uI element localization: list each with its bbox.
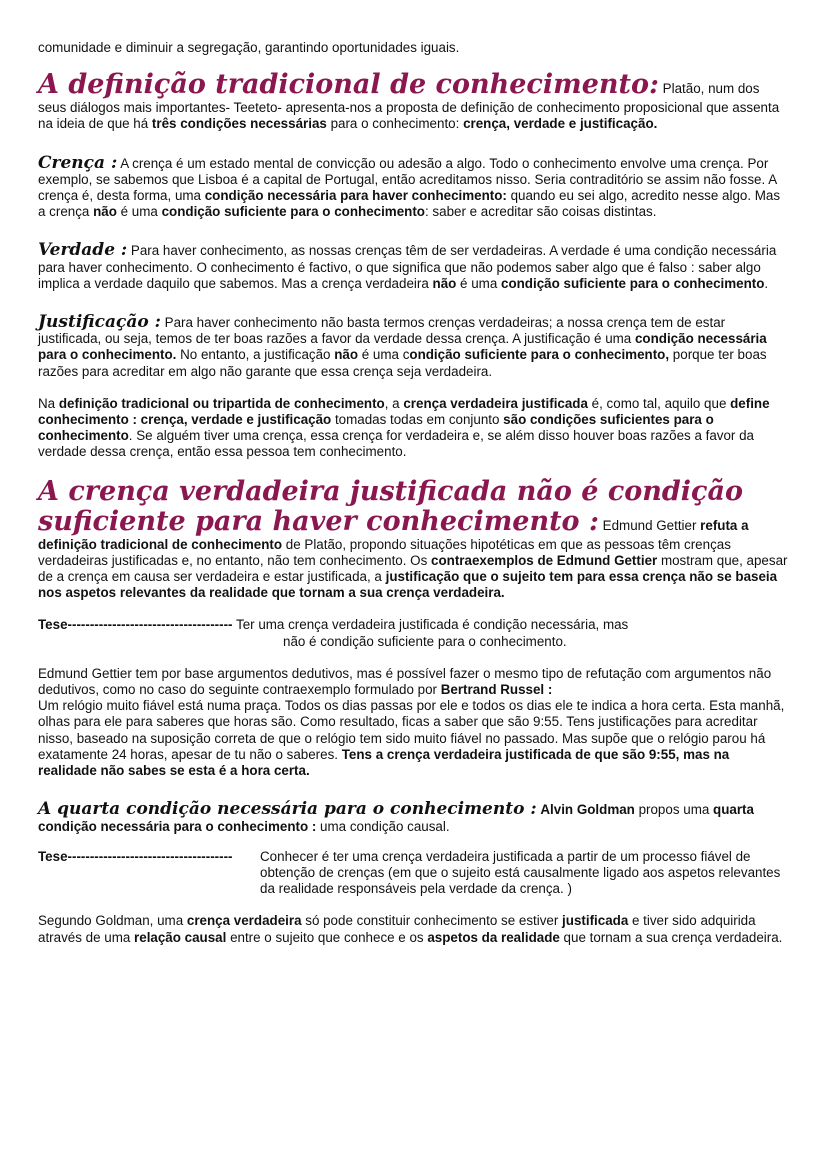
thesis-gettier — [38, 617, 790, 649]
belief-paragraph: Crença : A crença é um estado mental de convicção ou adesão a algo. Todo o conhecimento envolve uma crença. Por exemplo, se sabemos que Lisboa é a capital de Portugal, então acreditamos nisso. Seria contraditório se assim não fosse. A crença é, desta forma, uma condição necessária para haver conhecimento: quando eu sei algo, acredito nesse algo. Mas a crença não é uma condição suficiente para o conhecimento: saber e acreditar são coisas distintas. — [38, 152, 781, 220]
thesis-label: Tese------------------------------------- — [38, 848, 233, 864]
thesis-text-line2: não é condição suficiente para o conhecimento. — [283, 633, 567, 649]
goldman-paragraph: A quarta condição necessária para o conhecimento : Alvin Goldman propos uma quarta condição necessária para o conhecimento : uma condição causal. — [38, 799, 754, 834]
gettier-heading: A crença verdadeira justificada não é condição suficiente para haver conhecimento : — [38, 475, 743, 537]
traditional-definition-paragraph: A definição tradicional de conhecimento: Platão, num dos seus diálogos mais importantes- Teeteto- apresenta-nos a proposta de definição de conhecimento proposicional que assenta na ideia de que há três condições necessárias para o conhecimento: crença, verdade e justificação. — [38, 69, 780, 132]
thesis-goldman — [38, 849, 790, 898]
belief-heading: Crença : — [38, 152, 118, 173]
tripartite-definition-paragraph: Na definição tradicional ou tripartida de conhecimento, a crença verdadeira justificada é, como tal, aquilo que define conhecimento : crença, verdade e justificação tomadas todas em conjunto são condições suficientes para o conhecimento. Se alguém tiver uma crença, essa crença for verdadeira e, se além disso houver boas razões a favor da verdade dessa crença, então essa pessoa tem conhecimento. — [38, 395, 770, 460]
justification-heading: Justificação : — [38, 312, 161, 333]
russell-paragraph: Edmund Gettier tem por base argumentos dedutivos, mas é possível fazer o mesmo tipo de refutação com argumentos não dedutivos, como no caso do seguinte contraexemplo formulado por Bertrand Russel : Um relógio muito fiável está numa praça. Todos os dias passas por ele e todos os dias ele te indica a hora certa. Esta manhã, olhas para ele para saberes que horas são. Como resultado, ficas a saber que são 9:55. Tens justificações para acreditar nisso, baseado na suposição correta de que o relógio tem sido muito fiável no passado. Mas supõe que o relógio parou há exatamente 24 horas, apesar de tu não o saberes. Tens a crença verdadeira justificada de que são 9:55, mas na realidade não sabes se esta é a hora certa. — [38, 665, 785, 779]
thesis-text: Conhecer é ter uma crença verdadeira justificada a partir de um processo fiável de obtenção de crenças (em que o sujeito está causalmente ligado aos aspetos relevantes da realidade responsáveis pela verdade da crença. ) — [260, 848, 781, 897]
gettier-paragraph: A crença verdadeira justificada não é condição suficiente para haver conhecimento : Edmund Gettier refuta a definição tradicional de conhecimento de Platão, propondo situações hipotéticas em que as pessoas têm crenças verdadeiras justificadas e, no entanto, não tem conhecimento. Os contraexemplos de Edmund Gettier mostram que, apesar de a crença em causa ser verdadeira e estar justificada, a justificação que o sujeito tem para essa crença não se baseia nos aspetos relevantes da realidade que tornam a sua crença verdadeira. — [38, 475, 788, 601]
thesis-label: Tese------------------------------------- — [38, 617, 233, 633]
thesis-text-line1: Ter uma crença verdadeira justificada é condição necessária, mas — [232, 617, 629, 633]
truth-paragraph: Verdade : Para haver conhecimento, as nossas crenças têm de ser verdadeiras. A verdade é uma condição necessária para haver conhecimento. O conhecimento é factivo, o que significa que não podemos saber algo que é falso : saber algo implica a verdade daquilo que sabemos. Mas a crença verdadeira não é uma condição suficiente para o conhecimento. — [38, 240, 777, 291]
truth-heading: Verdade : — [38, 240, 128, 261]
goldman-heading: A quarta condição necessária para o conhecimento : — [38, 799, 537, 820]
traditional-definition-heading: A definição tradicional de conhecimento: — [38, 69, 659, 101]
intro-paragraph: comunidade e diminuir a segregação, garantindo oportunidades iguais. — [38, 40, 460, 55]
justification-paragraph: Justificação : Para haver conhecimento não basta termos crenças verdadeiras; a nossa crença tem de estar justificada, ou seja, temos de ter boas razões a favor da verdade dessa crença. A justificação é uma condição necessária para o conhecimento. No entanto, a justificação não é uma condição suficiente para o conhecimento, porque ter boas razões para acreditar em algo não garante que essa crença seja verdadeira. — [38, 312, 767, 379]
final-paragraph: Segundo Goldman, uma crença verdadeira só pode constituir conhecimento se estiver justificada e tiver sido adquirida através de uma relação causal entre o sujeito que conhece e os aspetos da realidade que tornam a sua crença verdadeira. — [38, 913, 783, 945]
